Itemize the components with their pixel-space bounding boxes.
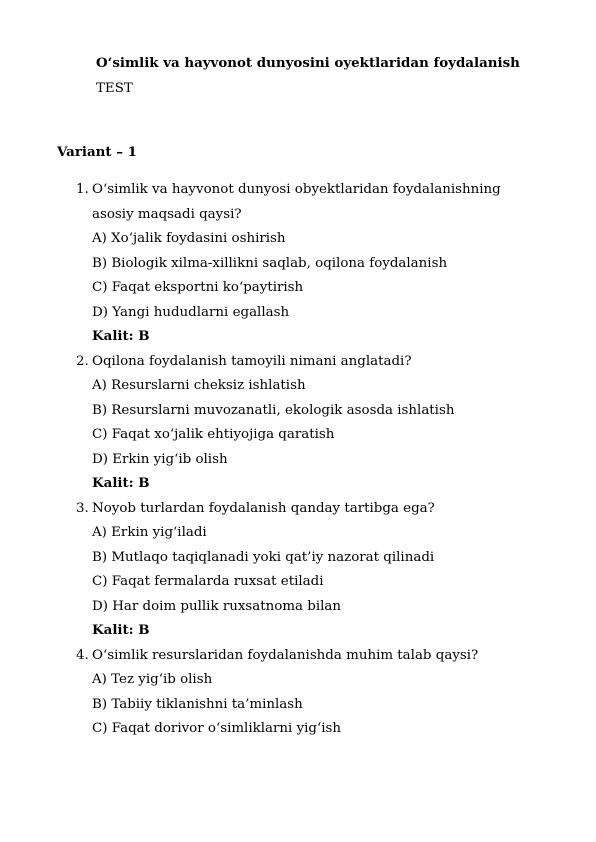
document-title: O‘simlik va hayvonot dunyosini oyektlaridan foydalanish <box>96 55 520 71</box>
answer-option: B) Tabiiy tiklanishni ta’minlash <box>92 696 303 712</box>
answer-option: C) Faqat eksportni ko‘paytirish <box>92 280 304 295</box>
question-text: asosiy maqsadi qaysi? <box>92 206 242 222</box>
question-2-option-a <box>76 379 576 404</box>
question-1-line-2 <box>76 208 576 233</box>
question-2-key <box>76 477 576 502</box>
answer-option: C) Faqat dorivor o‘simliklarni yig‘ish <box>92 721 342 736</box>
question-text: Noyob turlardan foydalanish qanday tartibga ega? <box>92 500 435 516</box>
answer-option: D) Har doim pullik ruxsatnoma bilan <box>92 598 342 614</box>
question-text: Oqilona foydalanish tamoyili nimani anglatadi? <box>92 353 412 369</box>
answer-option: C) Faqat xo‘jalik ehtiyojiga qaratish <box>92 427 335 442</box>
answer-option: B) Biologik xilma-xillikni saqlab, oqilona foydalanish <box>92 255 448 271</box>
question-2-option-d <box>76 453 576 478</box>
question-3-line-1 <box>76 502 576 527</box>
question-number: 2. <box>76 353 89 369</box>
question-1-option-b <box>76 257 576 282</box>
answer-option: B) Resurslarni muvozanatli, ekologik asosda ishlatish <box>92 402 455 418</box>
answer-key: Kalit: B <box>92 328 150 344</box>
answer-option: A) Tez yig‘ib olish <box>92 672 213 687</box>
answer-key: Kalit: B <box>92 622 150 638</box>
question-1-option-c <box>76 281 576 306</box>
question-1-option-a <box>76 232 576 257</box>
question-number: 3. <box>76 500 89 516</box>
question-4-line-1 <box>76 649 576 674</box>
question-4-option-c <box>76 722 576 747</box>
question-3-option-d <box>76 600 576 625</box>
answer-option: D) Erkin yig‘ib olish <box>92 451 228 467</box>
question-3-option-b <box>76 551 576 576</box>
question-number: 1. <box>76 182 89 197</box>
answer-option: A) Erkin yig‘iladi <box>92 525 207 540</box>
question-text: O‘simlik va hayvonot dunyosi obyektlaridan foydalanishning <box>92 182 501 197</box>
question-2-line-1 <box>76 355 576 380</box>
question-3-option-c <box>76 575 576 600</box>
question-4-option-a <box>76 673 576 698</box>
question-number: 4. <box>76 647 89 663</box>
question-2-option-c <box>76 428 576 453</box>
question-text: O‘simlik resurslaridan foydalanishda muhim talab qaysi? <box>92 647 479 663</box>
document-subtitle: TEST <box>96 81 133 96</box>
question-1-key <box>76 330 576 355</box>
answer-option: D) Yangi hududlarni egallash <box>92 304 290 320</box>
answer-option: B) Mutlaqo taqiqlanadi yoki qat’iy nazorat qilinadi <box>92 549 435 565</box>
answer-option: A) Xo‘jalik foydasini oshirish <box>92 231 286 246</box>
answer-option: C) Faqat fermalarda ruxsat etiladi <box>92 574 324 589</box>
variant-heading: Variant – 1 <box>57 144 137 160</box>
question-3-key <box>76 624 576 649</box>
question-1-option-d <box>76 306 576 331</box>
answer-option: A) Resurslarni cheksiz ishlatish <box>92 378 306 393</box>
question-list <box>76 183 576 747</box>
question-4-option-b <box>76 698 576 723</box>
question-2-option-b <box>76 404 576 429</box>
question-3-option-a <box>76 526 576 551</box>
answer-key: Kalit: B <box>92 475 150 491</box>
question-1-line-1 <box>76 183 576 208</box>
